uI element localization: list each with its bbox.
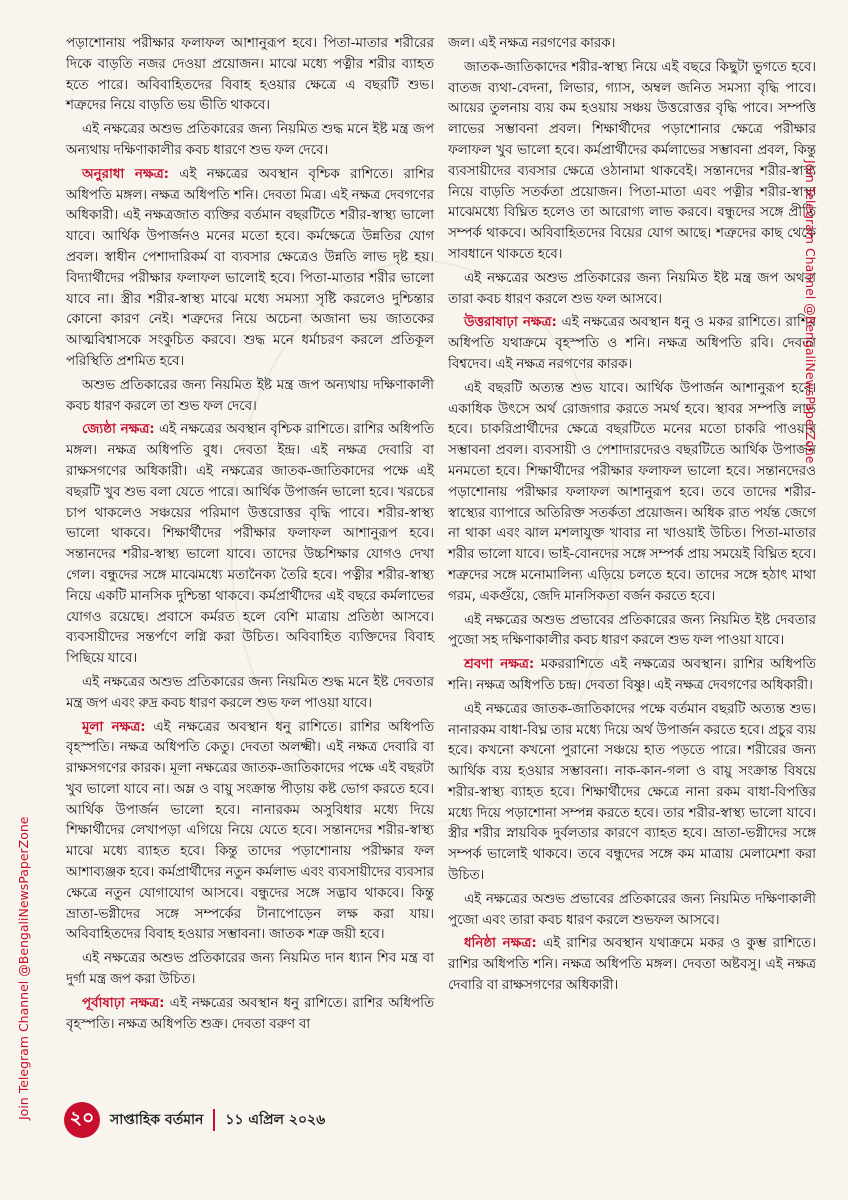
nakshatra-section-shravana — [448, 655, 816, 697]
left-column — [66, 34, 434, 1038]
section-body: এই রাশির অবস্থান যথাক্রমে মকর ও কুম্ভ রাশিতে। রাশির অধিপতি শনি। নক্ষত্র অধিপতি মঙ্গল। দেবতা অষ্টবসু। এই নক্ষত্র দেবারি বা রাক্ষসগণের অধিকারী। — [448, 936, 817, 994]
paragraph: এই বছরটি অত্যন্ত শুভ যাবে। আর্থিক উপার্জন আশানুরূপ হবে। একাধিক উৎসে অর্থ রোজগার করতে সমর্থ হবে। স্থাবর সম্পত্তি লাভ হবে। চাকরিপ্রার্থীদের ক্ষেত্রে বছরটিতে মনের মতো চাকরি পাওয়ার সম্ভাবনা প্রবল। ব্যবসায়ী ও পেশাদারদেরও বছরটিতে আর্থিক উপার্জন মনমতো হবে। শিক্ষার্থীদের পরীক্ষার ফলাফল ভালো হবে। সন্তানদেরও পড়াশোনায় পরীক্ষার ফলাফল আশানুরূপ হবে। তবে তাদের শরীর-স্বাস্থ্যের ব্যাপারে অতিরিক্ত সতর্কতা প্রয়োজন। অধিক রাত পর্যন্ত জেগে না থাকা এবং ঝাল মশলাযুক্ত খাবার না খাওয়াই উচিত। পিতা-মাতার শরীর ভালো যাবে। ভাই-বোনদের সঙ্গে সম্পর্ক প্রায় সময়েই বিঘ্নিত হবে। শত্রুদের সঙ্গে মনোমালিন্য এড়িয়ে চলতে হবে। তাদের সঙ্গে হঠাৎ মাথা গরম, একগুঁয়ে, জেদি মানসিকতা বর্জন করতে হবে। — [448, 380, 816, 604]
section-heading: মূলা নক্ষত্র: — [82, 719, 146, 735]
page-footer — [64, 1100, 325, 1140]
page-number-badge: ২০ — [64, 1102, 100, 1138]
nakshatra-section-jyeshtha — [66, 420, 434, 670]
nakshatra-section-purvashadha — [66, 994, 434, 1036]
nakshatra-section-anuradha — [66, 165, 434, 373]
section-heading: জ্যেষ্ঠা নক্ষত্র: — [82, 422, 155, 438]
publication-name: সাপ্তাহিক বর্তমান — [110, 1112, 204, 1128]
paragraph: পড়াশোনায় পরীক্ষার ফলাফল আশানুরূপ হবে। পিতা-মাতার শরীরের দিকে বাড়তি নজর দেওয়া প্রয়োজন। মাঝে মধ্যে পত্নীর শরীর ব্যাহত হতে পারে। অবিবাহিতদের বিবাহ হওয়ার ক্ষেত্রে এ বছরটি শুভ। শত্রুদের নিয়ে বাড়তি ভয় ভীতি থাকবে। — [66, 36, 434, 114]
section-body: এই নক্ষত্রের অবস্থান বৃশ্চিক রাশিতে। রাশির অধিপতি মঙ্গল। নক্ষত্র অধিপতি বুধ। দেবতা ইন্দ্র। এই নক্ষত্র দেবারি বা রাক্ষসগণের অধিকারী। এই নক্ষত্রের জাতক-জাতিকাদের পক্ষে এই বছরটি খুব শুভ বলা যেতে পারে। আর্থিক উপার্জন ভালো হবে। খরচের চাপ থাকলেও সঞ্চয়ের পরিমাণ উত্তরোত্তর বৃদ্ধি পাবে। শরীর-স্বাস্থ্য ভালো থাকবে। শিক্ষার্থীদের পরীক্ষার ফলাফল আশানুরূপ হবে। সন্তানদের শরীর-স্বাস্থ্য ভালো যাবে। তাদের উচ্চশিক্ষার যোগও দেখা গেল। বন্ধুদের সঙ্গে মাঝেমধ্যে মতানৈক্য তৈরি হবে। পত্নীর শরীর-স্বাস্থ্য নিয়ে একটি মানসিক দুশ্চিন্তা থাকবে। কর্মপ্রার্থীদের এই বছরে কর্মলাভের যোগও রয়েছে। প্রবাসে কর্মরত হলে বেশি মাত্রায় প্রতিষ্ঠা আসবে। ব্যবসায়ীদের সন্তর্পণে লগ্নি করা উচিত। অবিবাহিত ব্যক্তিদের বিবাহ পিছিয়ে যাবে। — [66, 422, 434, 667]
right-column — [448, 34, 816, 1000]
telegram-channel-note-left: Join Telegram Channel @BengaliNewsPaperZone — [16, 816, 31, 1120]
section-body: এই নক্ষত্রের অবস্থান ধনু ও মকর রাশিতে। রাশির অধিপতি যথাক্রমে বৃহস্পতি ও শনি। নক্ষত্র অধিপতি রবি। দেবতা বিশ্বদেব। এই নক্ষত্র নরগণের কারক। — [448, 315, 817, 372]
footer-divider — [213, 1109, 215, 1131]
telegram-channel-note-right: Join Telegram Channel @BengaliNewsPaperZone — [803, 160, 818, 464]
paragraph: এই নক্ষত্রের অশুভ প্রভাবের প্রতিকারের জন্য নিয়মিত দক্ষিণাকালী পুজো এবং তারা কবচ ধারণ করলে শুভফল আসবে। — [448, 891, 816, 928]
section-body: এই নক্ষত্রের অবস্থান বৃশ্চিক রাশিতে। রাশির অধিপতি মঙ্গল। নক্ষত্র অধিপতি শনি। দেবতা মিত্র। এই নক্ষত্র দেবগণের অধিকারী। এই নক্ষত্রজাত ব্যক্তির বর্তমান বছরটিতে শরীর-স্বাস্থ্য ভালো যাবে। আর্থিক উপার্জনও মনের মতো হবে। কর্মক্ষেত্রে উন্নতির যোগ প্রবল। স্বাধীন পেশাদারিকর্ম বা ব্যবসার ক্ষেত্রেও উন্নতি লাভ দৃষ্ট হয়। বিদ্যার্থীদের পরীক্ষার ফলাফল ভালোই হবে। পিতা-মাতার শরীর ভালো যাবে না। স্ত্রীর শরীর-স্বাস্থ্য মাঝে মধ্যে সমস্যা সৃষ্টি করলেও দুশ্চিন্তার কোনো কারণ নেই। শত্রুদের নিয়ে অচেনা অজানা ভয় জাতকের আত্মবিশ্বাসকে সংকুচিত করবে। শুদ্ধ মনে ধর্মাচরণ করলে প্রতিকূল পরিস্থিতি প্রশমিত হবে। — [66, 166, 434, 369]
paragraph: এই নক্ষত্রের অশুভ প্রতিকারের জন্য নিয়মিত ইষ্ট মন্ত্র জপ অথবা তারা কবচ ধারণ করলে শুভ ফল আসবে। — [448, 270, 816, 307]
nakshatra-section-dhanishtha — [448, 934, 816, 996]
section-heading: ধনিষ্ঠা নক্ষত্র: — [464, 936, 537, 952]
paragraph: এই নক্ষত্রের অশুভ প্রতিকারের জন্য নিয়মিত দান ধ্যান শিব মন্ত্র বা দুর্গা মন্ত্র জপ করা উচিত। — [66, 951, 434, 988]
section-heading: উত্তরাষাঢ়া নক্ষত্র: — [464, 315, 557, 331]
section-heading: পূর্বাষাঢ়া নক্ষত্র: — [82, 995, 165, 1011]
paragraph: এই নক্ষত্রের অশুভ প্রতিকারের জন্য নিয়মিত শুদ্ধ মনে ইষ্ট মন্ত্র জপ অন্যথায় দক্ষিণাকালীর কবচ ধারণে শুভ ফল দেবে। — [66, 122, 434, 158]
nakshatra-section-uttarashadha — [448, 313, 816, 375]
paragraph: এই নক্ষত্রের জাতক-জাতিকাদের পক্ষে বর্তমান বছরটি অত্যন্ত শুভ। নানারকম বাধা-বিঘ্ন তার মধ্যে দিয়ে অর্থ উপার্জন করতে হবে। প্রচুর ব্যয় হবে। কখনো কখনো পুরানো সঞ্চয়ে হাত পড়তে পারে। শরীরের জন্য আর্থিক ব্যয় হওয়ার সম্ভাবনা। নাক-কান-গলা ও বায়ু সংক্রান্ত বিষয়ে শরীর-স্বাস্থ্য ব্যাহত হবে। শিক্ষার্থীদের ক্ষেত্রে নানা রকম বাধা-বিপত্তির মধ্যে দিয়ে পড়াশোনা সম্পন্ন করতে হবে। তার শরীর-স্বাস্থ্য ভালো যাবে। স্ত্রীর শরীর স্নায়বিক দুর্বলতার কারণে ব্যাহত হবে। ভ্রাতা-ভগ্নীদের সঙ্গে সম্পর্ক ভালোই থাকবে। তবে বন্ধুদের সঙ্গে কম মাত্রায় মেলামেশা করা উচিত। — [448, 701, 816, 884]
section-heading: শ্রবণা নক্ষত্র: — [464, 657, 535, 673]
section-body: এই নক্ষত্রের অবস্থান ধনু রাশিতে। রাশির অধিপতি বৃহস্পতি। নক্ষত্র অধিপতি শুক্র। দেবতা বরুণ বা — [66, 995, 434, 1032]
issue-date: ১১ এপ্রিল ২০২৬ — [225, 1112, 326, 1128]
section-body: এই নক্ষত্রের অবস্থান ধনু রাশিতে। রাশির অধিপতি বৃহস্পতি। নক্ষত্র অধিপতি কেতু। দেবতা অলক্ষ্মী। এই নক্ষত্র দেবারি বা রাক্ষসগণের কারক। মূলা নক্ষত্রের জাতক-জাতিকাদের পক্ষে এই বছরটা খুব ভালো যাবে না। অম্ল ও বায়ু সংক্রান্ত পীড়ায় কষ্ট ভোগ করতে হবে। আর্থিক উপার্জন ভালো হবে। নানারকম অসুবিধার মধ্যে দিয়ে শিক্ষার্থীদের লেখাপড়া এগিয়ে নিয়ে যেতে হবে। সন্তানদের শরীর-স্বাস্থ্য মাঝে মধ্যে ব্যাহত হবে। কিন্তু তাদের পড়াশোনায় পরীক্ষার ফল আশাব্যঞ্জক হবে। কর্মপ্রার্থীদের নতুন কর্মলাভ এবং ব্যবসায়ীদের ব্যবসার ক্ষেত্রে নতুন যোগাযোগ আসবে। বন্ধুদের সঙ্গে সদ্ভাব থাকবে। কিন্তু ভ্রাতা-ভগ্নীদের সঙ্গে সম্পর্কের টানাপোড়েন লক্ষ করা যায়। অবিবাহিতদের বিবাহ হওয়ার সম্ভাবনা। জাতক শত্রু জয়ী হবে। — [66, 719, 434, 943]
nakshatra-section-mula — [66, 718, 434, 947]
paragraph: জল। এই নক্ষত্র নরগণের কারক। — [448, 36, 616, 51]
paragraph: অশুভ প্রতিকারের জন্য নিয়মিত ইষ্ট মন্ত্র জপ অন্যথায় দক্ষিণাকালী কবচ ধারণ করলে তা শুভ ফল দেবে। — [66, 377, 434, 414]
paragraph: জাতক-জাতিকাদের শরীর-স্বাস্থ্য নিয়ে এই বছরে কিছুটা ভুগতে হবে। বাতজ ব্যথা-বেদনা, লিভার, গ্যাস, অম্বল জনিত সমস্যা বৃদ্ধি পাবে। আয়ের তুলনায় ব্যয় কম হওয়ায় সঞ্চয় উত্তরোত্তর বৃদ্ধি পাবে। সম্পত্তি লাভের সম্ভাবনা প্রবল। শিক্ষার্থীদের পড়াশোনার ক্ষেত্রে পরীক্ষার ফলাফল খুব ভালো হবে। কর্মপ্রার্থীদের কর্মলাভের সম্ভাবনা প্রবল, কিন্তু ব্যবসায়ীদের ব্যবসার ক্ষেত্রে ওঠানামা থাকবেই। সন্তানদের শরীর-স্বাস্থ্য নিয়ে বাড়তি সতর্কতা প্রয়োজন। পিতা-মাতা এবং পত্নীর শরীর-স্বাস্থ্য মাঝেমধ্যে বিঘ্নিত হলেও তা আরোগ্য লাভ করবে। বন্ধুদের সঙ্গে প্রীতি সম্পর্ক থাকবে। অবিবাহিতদের বিয়ের যোগ আছে। শত্রুদের কাছ থেকে সাবধানে থাকতে হবে। — [448, 59, 816, 262]
paragraph: এই নক্ষত্রের অশুভ প্রভাবের প্রতিকারের জন্য নিয়মিত ইষ্ট দেবতার পুজো সহ দক্ষিণাকালীর কবচ ধারণ করলে শুভ ফল পাওয়া যাবে। — [448, 612, 816, 649]
section-body: মকররাশিতে এই নক্ষত্রের অবস্থান। রাশির অধিপতি শনি। নক্ষত্র অধিপতি চন্দ্র। দেবতা বিষ্ণু। এই নক্ষত্র দেবগণের অধিকারী। — [448, 657, 816, 693]
paragraph: এই নক্ষত্রের অশুভ প্রতিকারের জন্য নিয়মিত শুদ্ধ মনে ইষ্ট দেবতার মন্ত্র জপ এবং রুদ্র কবচ ধারণ করলে শুভ ফল পাওয়া যাবে। — [66, 674, 434, 711]
section-heading: অনুরাধা নক্ষত্র: — [82, 166, 169, 182]
